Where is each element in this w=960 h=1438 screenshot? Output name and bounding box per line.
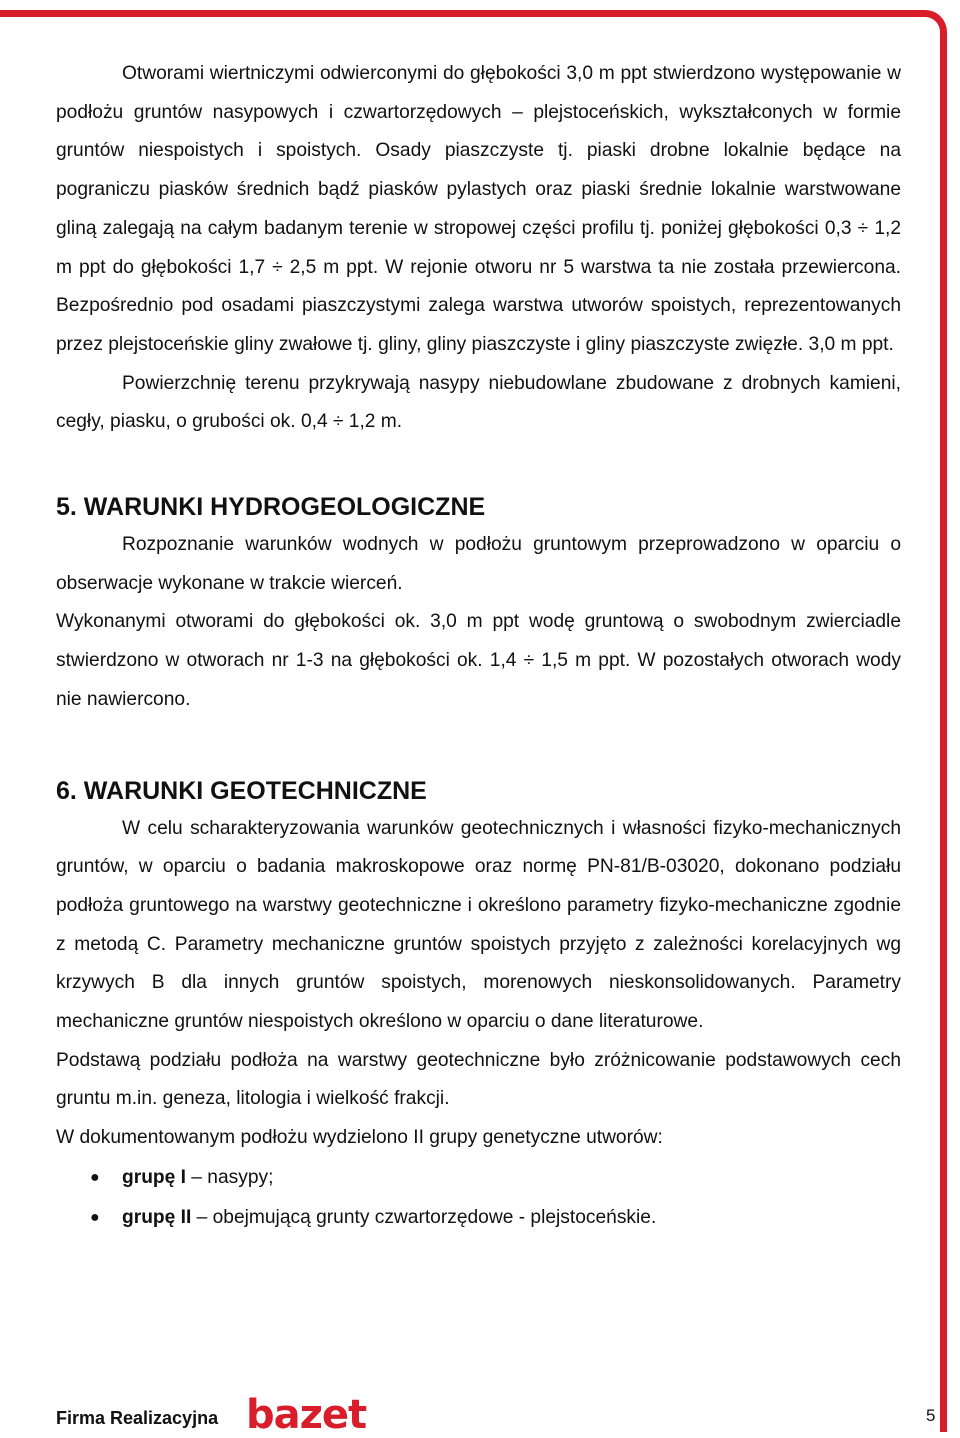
list-item [56, 1158, 901, 1198]
company-label: Firma Realizacyjna [56, 1408, 219, 1428]
list-item-term: grupę II [122, 1206, 192, 1228]
bazet-logo: bazet [246, 1392, 367, 1438]
list-item [56, 1198, 901, 1238]
intro-paragraph: Otworami wiertniczymi odwierconymi do głębokości 3,0 m ppt stwierdzono występowanie w podłożu gruntów nasypowych i czwartorzędowych – plejstoceńskich, wykształconych w formie gruntów niespoistych i spoistych. Osady piaszczyste tj. piaski drobne lokalnie będące na pograniczu piasków średnich bądź piasków pylastych oraz piaski średnie lokalnie warstwowane gliną zalegają na całym badanym terenie w stropowej części profilu tj. poniżej głębokości 0,3 ÷ 1,2 m ppt do głębokości 1,7 ÷ 2,5 m ppt. W rejonie otworu nr 5 warstwa ta nie została przewiercona. Bezpośrednio pod osadami piaszczystymi zalega warstwa utworów spoistych, reprezentowanych przez plejstoceńskie gliny zwałowe tj. gliny, gliny piaszczyste i gliny piaszczyste zwięzłe. 3,0 m ppt. [56, 63, 901, 355]
list-item-text: – nasypy; [185, 1166, 274, 1188]
page-number: 5 [926, 1406, 936, 1425]
section-6-heading: 6. WARUNKI GEOTECHNICZNE [56, 776, 427, 805]
document-body [56, 55, 901, 1238]
list-item-text: – obejmującą grunty czwartorzędowe - plejstoceńskie. [191, 1206, 657, 1228]
list-item-term: grupę I [122, 1166, 186, 1188]
page-footer [56, 1392, 940, 1438]
section-5-paragraph-2: Wykonanymi otworami do głębokości ok. 3,0 m ppt wodę gruntową o swobodnym zwierciadle stwierdzono w otworach nr 1-3 na głębokości ok. 1,4 ÷ 1,5 m ppt. W pozostałych otworach wody nie nawiercono. [56, 611, 901, 710]
section-6-paragraph-1: W celu scharakteryzowania warunków geotechnicznych i własności fizyko-mechanicznych gruntów, w oparciu o badania makroskopowe oraz normę PN-81/B-03020, dokonano podziału podłoża gruntowego na warstwy geotechniczne i określono parametry fizyko-mechaniczne zgodnie z metodą C. Parametry mechaniczne gruntów spoistych przyjęto z zależności korelacyjnych wg krzywych B dla innych gruntów spoistych, morenowych nieskonsolidowanych. Parametry mechaniczne gruntów niespoistych określono w oparciu o dane literaturowe. [56, 817, 901, 1033]
section-5-paragraph-1: Rozpoznanie warunków wodnych w podłożu gruntowym przeprowadzono w oparciu o obserwacje wykonane w trakcie wierceń. [56, 534, 901, 594]
intro-paragraph-fill: Powierzchnię terenu przykrywają nasypy niebudowlane zbudowane z drobnych kamieni, cegły, piasku, o grubości ok. 0,4 ÷ 1,2 m. [56, 372, 901, 433]
section-6-paragraph-3: W dokumentowanym podłożu wydzielono II grupy genetyczne utworów: [56, 1127, 663, 1149]
section-6-paragraph-2: Podstawą podziału podłoża na warstwy geotechniczne było zróżnicowanie podstawowych cech gruntu m.in. geneza, litologia i wielkość frakcji. [56, 1049, 901, 1110]
section-5-heading: 5. WARUNKI HYDROGEOLOGICZNE [56, 493, 486, 522]
bullet-icon: ● [90, 1168, 100, 1186]
genetic-groups-list [56, 1158, 901, 1238]
bullet-icon: ● [90, 1208, 100, 1226]
